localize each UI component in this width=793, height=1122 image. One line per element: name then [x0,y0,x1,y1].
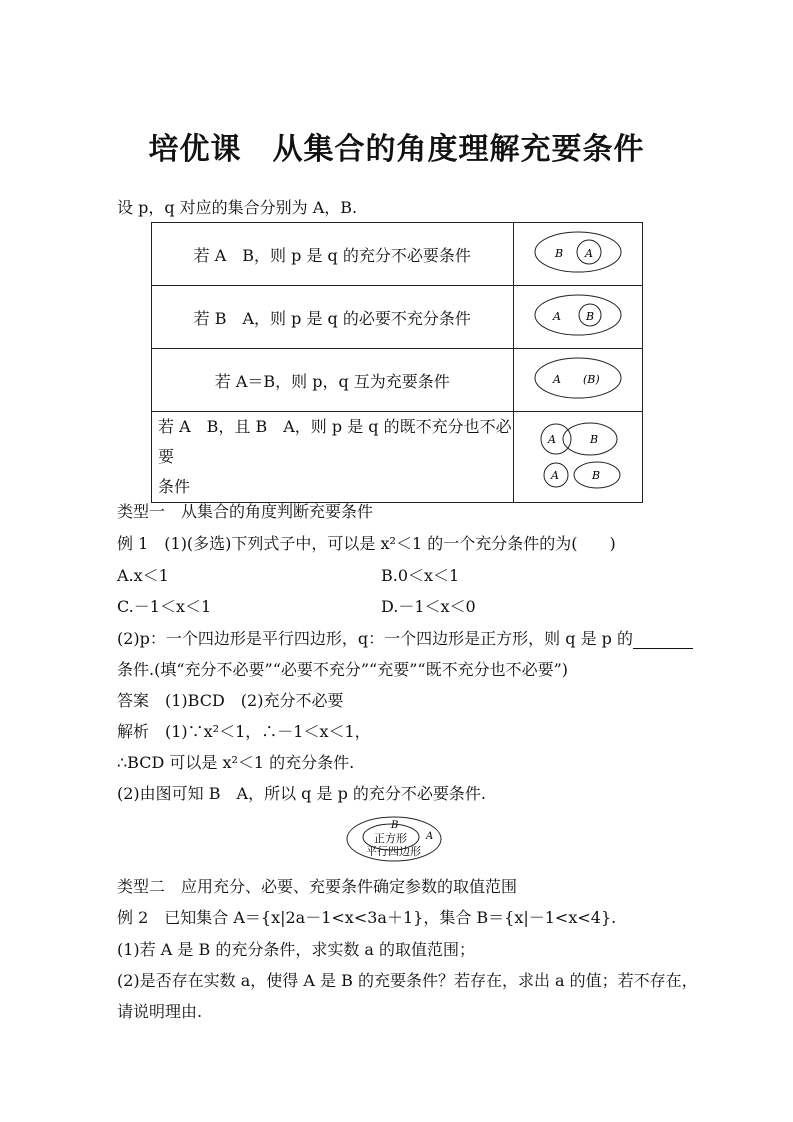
outer-label: 平行四边形 [366,845,421,858]
condition-table [151,222,643,503]
example-1-part-2-cont: 条件.(填“充分不必要”“必要不充分”“充要”“既不充分也不必要”) [117,660,569,679]
row-text: 若 A B，且 B A，则 p 是 q 的既不充分也不必要 条件 [152,412,514,503]
option-c: C.－1＜x＜1 [117,597,212,616]
venn-figure [513,412,642,503]
example-2: 例 2 已知集合 A＝{x|2a－1<x<3a＋1}，集合 B＝{x|－1<x<4}. [117,908,617,927]
set-label: A [552,310,561,323]
analysis-line: 解析 (1)∵x²＜1，∴－1＜x＜1， [117,722,371,741]
table-row [152,412,643,503]
set-label: B [591,469,600,482]
answer-line: 答案 (1)BCD (2)充分不必要 [117,691,344,710]
venn-figure [513,286,642,349]
set-label: A [584,247,593,260]
example-2-part-2-cont: 请说明理由. [117,1002,203,1021]
venn-figure [513,223,642,286]
section-heading: 类型一 从集合的角度判断充要条件 [117,502,374,521]
set-label: B [554,247,563,260]
table-row [152,286,643,349]
inner-label: 正方形 [374,832,407,845]
set-label: A [547,433,556,446]
set-label: B [391,820,399,831]
analysis-line: (2)由图可知 B A，所以 q 是 p 的充分不必要条件. [117,784,486,803]
analysis-line: ∴BCD 可以是 x²＜1 的充分条件. [117,753,355,772]
option-d: D.－1＜x＜0 [381,597,476,616]
row-text: 若 A＝B，则 p，q 互为充要条件 [152,349,514,412]
row-text: 若 A B，则 p 是 q 的充分不必要条件 [152,223,514,286]
set-label: A [552,373,561,386]
table-row [152,223,643,286]
set-label: (B) [582,373,600,386]
row-text: 若 B A，则 p 是 q 的必要不充分条件 [152,286,514,349]
section-heading: 类型二 应用充分、必要、充要条件确定参数的取值范围 [117,877,518,896]
table-row [152,349,643,412]
example-2-part-2: (2)是否存在实数 a，使得 A 是 B 的充要条件？若存在，求出 a 的值；若不存在， [117,971,698,990]
quadrilateral-venn-figure [344,814,444,868]
set-label: B [589,433,598,446]
option-a: A.x＜1 [117,566,169,585]
intro-text: 设 p，q 对应的集合分别为 A，B. [117,198,358,217]
set-label: A [550,469,559,482]
set-label: A [426,831,434,842]
page-title: 培优课 从集合的角度理解充要条件 [148,132,645,167]
example-1: 例 1 (1)(多选)下列式子中，可以是 x²＜1 的一个充分条件的为( ) [117,534,616,553]
option-b: B.0＜x＜1 [381,566,460,585]
example-2-part-1: (1)若 A 是 B 的充分条件，求实数 a 的取值范围； [117,940,476,959]
answer-blank [633,632,693,649]
set-label: B [585,310,594,323]
example-1-part-2: (2)p：一个四边形是平行四边形，q：一个四边形是正方形，则 q 是 p 的 [117,629,693,649]
venn-figure [513,349,642,412]
